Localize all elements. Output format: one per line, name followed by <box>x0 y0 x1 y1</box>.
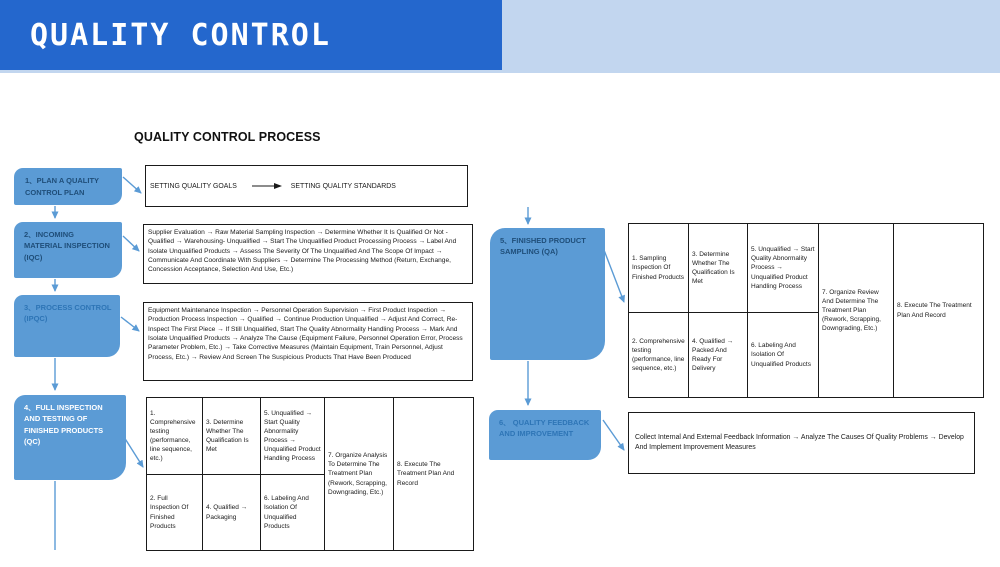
plan-goals-textbox <box>145 165 468 207</box>
step-label: 6、 QUALITY FEEDBACK AND IMPROVEMENT <box>499 418 590 439</box>
table-cell: 1. Sampling Inspection Of Finished Products <box>629 224 689 313</box>
feedback-process-text: Collect Internal And External Feedback Information → Analyze The Causes Of Quality Problems → Develop And Implement Improvement Measures <box>635 433 964 451</box>
section-title: QUALITY CONTROL PROCESS <box>134 130 321 144</box>
step-incoming-material-inspection <box>14 222 122 278</box>
setting-goals-text: SETTING QUALITY GOALS <box>150 182 237 190</box>
page-title: QUALITY CONTROL <box>30 17 331 53</box>
step-label: 3、PROCESS CONTROL (IPQC) <box>24 303 112 324</box>
table-cell: 7. Organize Review And Determine The Treatment Plan (Rework, Scrapping, Downgrading, Etc.) <box>819 224 894 398</box>
table-cell: 2. Comprehensive testing (performance, line sequence, etc.) <box>629 313 689 398</box>
step-label: 1、PLAN A QUALITY CONTROL PLAN <box>25 176 99 197</box>
qc-inspection-table <box>146 397 474 551</box>
step-full-inspection-qc <box>14 395 126 480</box>
header-bar <box>0 0 502 70</box>
step-label: 2、INCOMING MATERIAL INSPECTION (IQC) <box>24 230 110 262</box>
step-quality-feedback-improvement <box>489 410 601 460</box>
table-cell: 4. Qualified → Packed And Ready For Delivery <box>689 313 748 398</box>
iqc-process-textbox <box>143 224 473 284</box>
qa-sampling-table <box>628 223 984 398</box>
feedback-process-textbox <box>628 412 975 474</box>
step-process-control <box>14 295 120 357</box>
step-plan-quality-control <box>14 168 122 205</box>
table-cell: 3. Determine Whether The Qualification Is Met <box>203 398 261 475</box>
table-cell: 1. Comprehensive testing (performance, line sequence, etc.) <box>147 398 203 475</box>
table-cell: 2. Full Inspection Of Finished Products <box>147 475 203 551</box>
table-cell: 6. Labeling And Isolation Of Unqualified Products <box>748 313 819 398</box>
ipqc-process-textbox <box>143 302 473 381</box>
table-cell: 4. Qualified → Packaging <box>203 475 261 551</box>
table-cell: 8. Execute The Treatment Plan And Record <box>394 398 474 551</box>
table-cell: 5. Unqualified → Start Quality Abnormality Process → Unqualified Product Handling Process <box>261 398 325 475</box>
ipqc-process-text: Equipment Maintenance Inspection → Personnel Operation Supervision → First Product Inspection → Production Process Inspection → Qualified → Continue Production Unqualified → Adjust And Correct, Re-Inspect The First Piece → If Still Unqualified, Start The Quality Abnormality Handling Process → Mark And Isolate Unqualified Products → Analyze The Cause (Equipment Failure, Personnel Operation Error, Process Parameter Problem, Etc.) → Take Corrective Measures (Maintain Equipment, Train Personnel, Adjust Process, Etc.) → Review And Screen The Suspicious Products That Have Been Produced <box>148 307 463 361</box>
table-cell: 3. Determine Whether The Qualification Is Met <box>689 224 748 313</box>
table-cell: 8. Execute The Treatment Plan And Record <box>894 224 984 398</box>
table-cell: 6. Labeling And Isolation Of Unqualified Products <box>261 475 325 551</box>
step-label: 4、FULL INSPECTION AND TESTING OF FINISHED PRODUCTS (QC) <box>24 403 104 446</box>
step-label: 5、FINISHED PRODUCT SAMPLING (QA) <box>500 236 586 257</box>
table-cell: 5. Unqualified → Start Quality Abnormality Process → Unqualified Product Handling Process <box>748 224 819 313</box>
iqc-process-text: Supplier Evaluation → Raw Material Sampling Inspection → Determine Whether It Is Qualified Or Not - Qualified → Warehousing- Unqualified → Start The Unqualified Product Processing Process → Label And Isolate Unqualified Products → Assess The Severity Of The Unqualified And The Scope Of Impact → Communicate And Coordinate With Suppliers → Determine The Processing Method (Return, Exchange, Concession Acceptance, Selection And Use, Etc.) <box>148 229 457 274</box>
setting-standards-text: SETTING QUALITY STANDARDS <box>290 182 396 190</box>
right-arrow-icon <box>252 182 282 190</box>
table-cell: 7. Organize Analysis To Determine The Treatment Plan (Rework, Scrapping, Downgrading, Etc.) <box>325 398 394 551</box>
step-finished-product-sampling-qa <box>490 228 605 360</box>
